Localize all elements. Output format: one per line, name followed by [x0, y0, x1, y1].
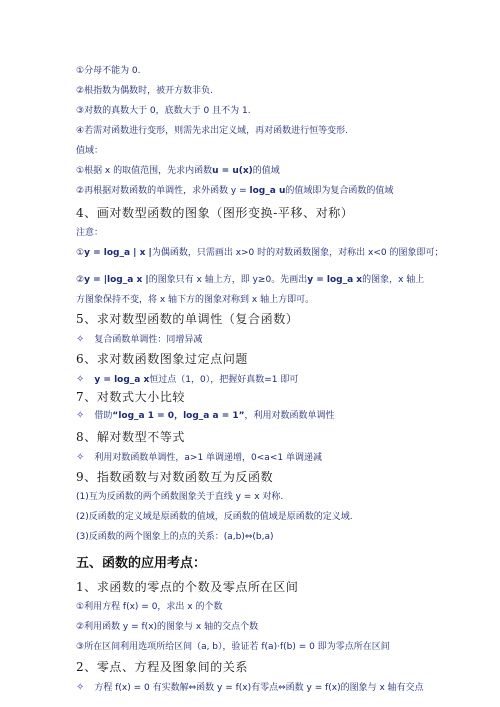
zero-rule-3: ③所在区间利用选项所给区间（a, b），验证若 f(a)·f(b) = 0 即为零点所在区间 [76, 642, 390, 652]
note-rule-2: ②y = |log_a x |的图象只有 x 轴上方，即 y≥0。先画出y = log_a x的图象，x 轴上方图象保持不变，将 x 轴下方的图象对称到 x 轴上方即可。 [76, 275, 425, 305]
star-icon: ✧ [76, 452, 85, 463]
subsection-heading-1: 1、求函数的零点的个数及零点所在区间 [76, 580, 299, 594]
star-icon: ✧ [76, 410, 85, 421]
formula: log_a u [249, 186, 286, 196]
formula: u = u(x) [212, 166, 253, 176]
domain-rule-2: ②根指数为偶数时，被开方数非负. [76, 86, 213, 96]
inverse-rule-2: (2)反函数的定义域是原函数的值域，反函数的值域是原函数的定义域. [76, 512, 353, 522]
formula: “log_a 1 = 0，log_a a = 1” [112, 411, 245, 421]
bullet-inequality: ✧ 利用对数函数单调性，a>1 单调递增，0<a<1 单调递减 [76, 452, 322, 463]
domain-rule-1: ①分母不能为 0. [76, 66, 141, 76]
bullet-equation-graph: ✧ 方程 f(x) = 0 有实数解⇔函数 y = f(x)有零点⇔函数 y = f(x)的图象与 x 轴有交点 [76, 682, 424, 693]
range-rule-2: ②再根据对数函数的单调性，求外函数 y = log_a u的值域即为复合函数的值域 [76, 186, 394, 196]
star-icon: ✧ [76, 334, 85, 345]
formula: y = log_a x [94, 375, 150, 385]
section-heading-8: 8、解对数型不等式 [76, 430, 186, 444]
zero-rule-1: ①利用方程 f(x) = 0，求出 x 的个数 [76, 602, 223, 612]
domain-rule-3: ③对数的真数大于 0，底数大于 0 且不为 1. [76, 106, 251, 116]
formula: y = log_a x [307, 275, 363, 285]
range-heading: 值域： [76, 146, 104, 156]
section-heading-6: 6、求对数函数图象过定点问题 [76, 352, 249, 366]
zero-rule-2: ②利用函数 y = f(x)的图象与 x 轴的交点个数 [76, 622, 259, 632]
bullet-compare: ✧ 借助“log_a 1 = 0，log_a a = 1”，利用对数函数单调性 [76, 410, 335, 421]
section-heading-4: 4、画对数型函数的图象（图形变换-平移、对称） [76, 206, 354, 220]
star-icon: ✧ [76, 682, 85, 693]
chapter-heading-5: 五、函数的应用考点： [76, 556, 207, 571]
inverse-rule-1: (1)互为反函数的两个函数图象关于直线 y = x 对称. [76, 492, 284, 502]
note-heading: 注意： [76, 228, 104, 238]
section-heading-9: 9、指数函数与对数函数互为反函数 [76, 470, 274, 484]
section-heading-7: 7、对数式大小比较 [76, 390, 186, 404]
bullet-fixed-point: ✧ y = log_a x恒过点（1，0），把握好真数=1 即可 [76, 374, 299, 385]
formula: y = |log_a x | [84, 275, 149, 285]
section-heading-5: 5、求对数型函数的单调性（复合函数） [76, 312, 299, 326]
bullet-monotonic: ✧ 复合函数单调性：同增异减 [76, 334, 203, 345]
domain-rule-4: ④若需对函数进行变形，则需先求出定义域，再对函数进行恒等变形. [76, 126, 348, 136]
formula: y = log_a | x | [84, 248, 152, 258]
subsection-heading-2: 2、零点、方程及图象间的关系 [76, 660, 249, 674]
range-rule-1: ①根据 x 的取值范围，先求内函数u = u(x)的值域 [76, 166, 280, 176]
inverse-rule-3: (3)反函数的两个图象上的点的关系：(a,b)⇔(b,a) [76, 532, 274, 542]
note-rule-1: ①y = log_a | x |为偶函数，只需画出 x>0 时的对数函数图象，对称出 x<0 的图象即可； [76, 248, 444, 258]
star-icon: ✧ [76, 374, 85, 385]
